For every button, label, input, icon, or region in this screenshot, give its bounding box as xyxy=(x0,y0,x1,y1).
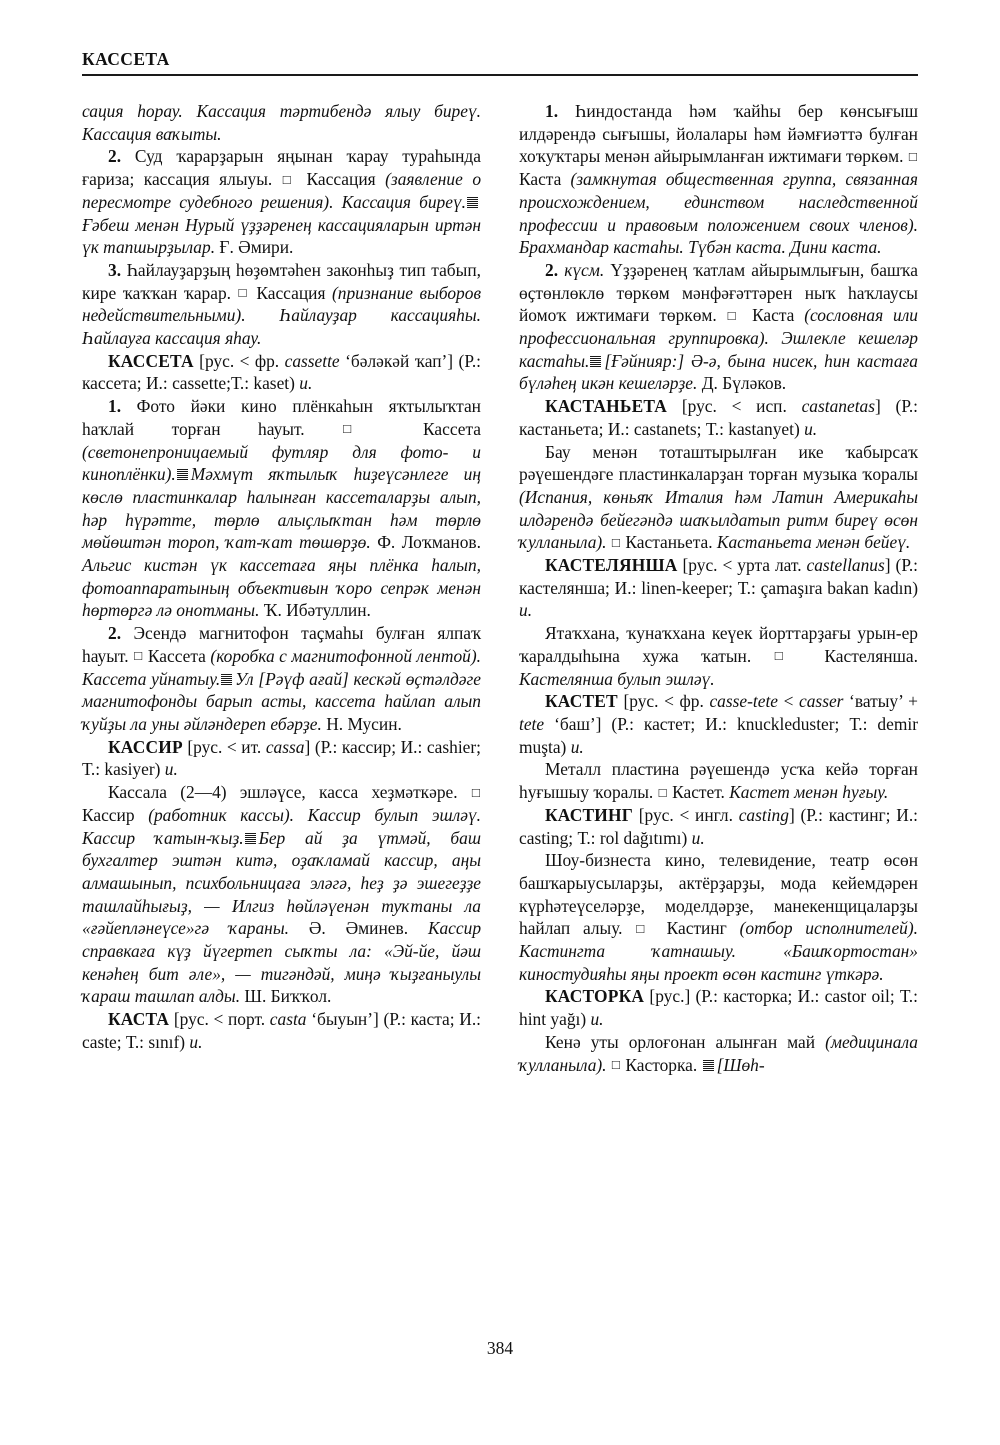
entry-text: ] (Р.: кастелянша; И.: linen-keeper; Т.: çamaşıra bakan kadın) xyxy=(519,555,918,598)
etymon: castanetas xyxy=(801,396,875,417)
citation-marker-icon xyxy=(177,469,188,480)
entry-text: Ш. Биҡҡол. xyxy=(240,986,332,1007)
entry-text: Һиндостанда һәм ҡайһы бер көнсығыш илдәрендә сығышы, йолалары һәм йәмғиәттә булған хоҡуҡтары менән айырымланған ижтимағи төркөм. xyxy=(519,101,918,167)
example-text: Кастет менән һуғыу. xyxy=(729,782,889,803)
entry-text: Ятаҡхана, ҡунаҡхана кеүек йорттарҙағы урын-ер ҡаралдыһына хужа ҡатын. xyxy=(519,623,918,666)
example-text: (признание выборов недействительными). Һайлауҙар кассацияһы. Һайлауға кассация яһау. xyxy=(82,282,481,349)
entry-text: Ф. Лоҡманов. xyxy=(370,532,481,553)
example-text: [Шөһ- xyxy=(716,1054,765,1075)
example-text: и. xyxy=(691,827,705,848)
dictionary-entry xyxy=(519,622,918,690)
example-text: Ғәбеш менән Нурый үҙҙәренең кассацияларын иртән үк тапшырҙылар. xyxy=(82,214,481,258)
example-text: (коробка с магнитофонной лентой). Кассета уйнатыу. xyxy=(82,645,481,689)
entry-headword: КАССЕТА xyxy=(108,350,194,371)
dictionary-entry xyxy=(519,804,918,849)
entry-text: ] (Р.: кассир; И.: cashier; Т.: kasiyer) xyxy=(82,736,481,780)
example-text: и. xyxy=(189,1031,203,1052)
example-text: Ул [Рәүф ағай] кескәй өҫтәлдәге магнитофонды барып асты, кассета һайлап алып ҡуйҙы ла уны әйләндереп ебәрҙе. xyxy=(82,668,481,734)
example-text: (медицинала ҡулланыла). xyxy=(519,1031,918,1075)
equivalent-marker-icon: □ xyxy=(658,784,667,800)
dictionary-entry xyxy=(519,395,918,440)
entry-text: Фото йәки кино плёнкаһын яҡтылыҡтан һаҡлай торған һауыт. xyxy=(82,396,481,439)
example-text: Бер ай ҙа үтмәй, баш бухгалтер эштән китә, оҙаҡламай кассир, аңы алмашынып, психбольницаға эләгә, һеҙ ҙә эшегеҙҙе ташлайһығыҙ, — Илгиз һөйләүенән туҡтаны ла «ғәйепләнеүсе»гә ҡараны. xyxy=(82,827,481,939)
entry-text: Металл пластина рәүешендә усҡа кейә торған һуғышыу ҡоралы. xyxy=(519,759,918,803)
entry-text: Һайлауҙарҙың һөҙөмтәһен законһыҙ тип табып, кире ҡаҡҡан ҡарар. xyxy=(82,259,481,303)
etymon: tete xyxy=(519,713,545,734)
dictionary-entry xyxy=(519,1031,918,1076)
equivalent-marker-icon: □ xyxy=(282,171,297,187)
equivalent-marker-icon: □ xyxy=(774,648,801,664)
equivalent-marker-icon: □ xyxy=(471,784,480,800)
example-text: сация һорау. Кассация тәртибендә ялыу биреү. Кассация ваҡыты. xyxy=(82,101,481,144)
sense-number: 2. xyxy=(545,259,559,280)
example-text: Кастаньета менән бейеү. xyxy=(716,532,911,553)
entry-headword: КАСТОРКА xyxy=(545,986,645,1007)
entry-text: Д. Бүләков. xyxy=(697,373,787,394)
entry-headword: КАСТАНЬЕТА xyxy=(545,396,668,417)
citation-marker-icon xyxy=(221,674,232,685)
sense-number: 1. xyxy=(108,396,122,417)
entry-text: Кастаньета. xyxy=(621,532,717,553)
equivalent-marker-icon: □ xyxy=(611,534,621,550)
dictionary-entry xyxy=(82,350,481,395)
sense-number: 1. xyxy=(545,101,559,121)
example-text: (заявление о пересмотре судебного решения). Кассация биреү. xyxy=(82,169,482,212)
dictionary-entry xyxy=(519,441,918,555)
entry-text: Каста xyxy=(519,169,571,190)
entry-headword: КАСТЕТ xyxy=(545,691,618,712)
equivalent-marker-icon: □ xyxy=(727,307,742,323)
dictionary-entry xyxy=(82,1008,481,1053)
citation-marker-icon xyxy=(245,833,256,844)
dictionary-entry xyxy=(82,145,481,259)
dictionary-entry xyxy=(519,100,918,259)
entry-text: Эсендә магнитофон таҫмаһы булған ялпаҡ һауыт. xyxy=(82,623,481,666)
entry-text: ‘ватыу’ + xyxy=(843,691,918,712)
entry-headword: КАСТА xyxy=(108,1009,170,1030)
example-text: [Ғәйнияр:] Ә-ә, бына нисек, һин кастаға бүләһең икән кешеләрҙе. xyxy=(519,350,918,394)
entry-headword: КАССИР xyxy=(108,736,183,757)
entry-text: [рус. < ингл. xyxy=(632,804,739,825)
entry-text: Үҙҙәренең ҡатлам айырымлығын, башҡа өҫтөнлөклө төркөм мәнфәғәттәрен ныҡ һаҡлаусы йомоҡ ижтимағи төркөм. xyxy=(519,259,918,326)
entry-text: Кассация xyxy=(249,282,332,303)
dictionary-entry xyxy=(82,395,481,622)
example-text: (отбор исполнителей). Кастингта ҡатнашыу. «Башҡортостан» киностудияһы яңы проект өсөн кастинг үткәрә. xyxy=(519,918,918,984)
entry-text: < xyxy=(778,691,800,712)
dictionary-entry xyxy=(82,781,481,1008)
entry-text: [рус. < порт. xyxy=(169,1009,270,1030)
equivalent-marker-icon: □ xyxy=(636,920,653,936)
entry-text: Шоу-бизнеста кино, телевидение, театр өсөн башҡарыусыларҙы, актёрҙарҙы, мода кейемдәрен күрһәтеүселәрҙе, моделдәрҙе, манекенщицаларҙы һайлап алыу. xyxy=(519,850,918,939)
etymon: casse-tete xyxy=(709,691,778,712)
entry-text: Кастет. xyxy=(667,782,730,803)
equivalent-marker-icon: □ xyxy=(238,285,249,301)
etymon: cassette xyxy=(284,350,340,371)
example-text: (сословная или профессиональная группировка). Эшлекле кешеләр кастаһы. xyxy=(519,305,918,371)
citation-marker-icon xyxy=(590,356,601,367)
etymon: casting xyxy=(738,804,789,825)
dictionary-entry xyxy=(82,622,481,736)
example-text: (работник кассы). Кассир булып эшләү. Кассир ҡатын-ҡыҙ. xyxy=(82,804,481,848)
entry-text: Кассир xyxy=(82,804,149,825)
entry-headword: КАСТИНГ xyxy=(545,804,633,825)
sense-number: 2. xyxy=(108,623,122,644)
column-left xyxy=(82,100,481,1315)
entry-text: Кассета xyxy=(143,645,211,666)
sense-number: 2. xyxy=(108,146,122,167)
entry-text: Каста xyxy=(742,305,805,326)
entry-text: Кастинг xyxy=(653,918,740,939)
entry-text: ‘баш’] (Р.: кастет; И.: knuckleduster; Т.: demir muşta) xyxy=(519,713,918,757)
entry-text: [рус. < фр. xyxy=(617,691,710,712)
etymon: casser xyxy=(799,691,844,712)
entry-text: Ә. Әминев. xyxy=(288,918,428,939)
sense-number: 3. xyxy=(108,259,122,280)
entry-text: Кассета xyxy=(385,418,481,439)
example-text: и. xyxy=(519,600,533,621)
example-text: (замкнутая общественная группа, связанная происхождением, единством наследственной профессии и правовым положением своих членов). Брахмандар кастаһы. Түбән каста. Дини каста. xyxy=(519,169,919,258)
example-text: и. xyxy=(164,759,178,780)
example-text: и. xyxy=(299,373,313,394)
dictionary-entry xyxy=(519,259,918,395)
entry-text: ‘быуын’] (Р.: каста; И.: caste; Т.: sınıf) xyxy=(82,1009,481,1052)
entry-text: ] (Р.: кастинг; И.: casting; Т.: rol dağıtımı) xyxy=(519,804,918,848)
column-right xyxy=(519,100,918,1315)
entry-text: Суд ҡарарҙарын яңынан ҡарау тураһында ғариза; кассация ялыуы. xyxy=(82,146,481,190)
etymon: castellanus xyxy=(806,555,885,576)
example-text: (Испания, көньяҡ Италия һәм Латин Америкаһы илдәрендә бейегәндә шаҡылдатып ритм биреү өсөн ҡулланыла). xyxy=(519,486,918,553)
equivalent-marker-icon: □ xyxy=(343,421,385,437)
etymon: casta xyxy=(269,1009,307,1030)
example-text: күсм. xyxy=(564,259,605,280)
etymon: cassa xyxy=(265,736,305,757)
dictionary-entry xyxy=(82,100,481,145)
example-text: и. xyxy=(570,736,584,757)
entry-text: [рус. < урта лат. xyxy=(677,555,807,576)
entry-text: Кастелянша. xyxy=(801,645,919,666)
text-columns xyxy=(82,100,918,1315)
entry-text: Кассация xyxy=(297,169,386,190)
citation-marker-icon xyxy=(467,197,478,208)
entry-text: ‘бәләкәй ҡап’] (Р.: кассета; И.: cassette;Т.: kaset) xyxy=(82,350,481,394)
page-number: 384 xyxy=(486,1338,514,1358)
dictionary-entry xyxy=(82,736,481,781)
example-text: Альгис кистән үк кассетаға яңы плёнка һалып, фотоаппаратының объективын ҡоро сепрәк менән һөртөргә лә онотманы. xyxy=(82,555,481,621)
entry-text: Н. Мусин. xyxy=(321,713,402,734)
page-header xyxy=(82,50,918,76)
entry-text: Ҡ. Ибәтуллин. xyxy=(259,600,371,621)
entry-text: [рус. < фр. xyxy=(193,350,285,371)
header-divider xyxy=(82,74,918,76)
entry-text: [рус. < исп. xyxy=(667,396,802,417)
entry-headword: КАСТЕЛЯНША xyxy=(545,555,678,576)
dictionary-entry xyxy=(519,985,918,1030)
dictionary-entry xyxy=(519,690,918,758)
entry-text: Бау менән тоташтырылған ике ҡабырсаҡ рәүешендәге пластинкаларҙан торған музыка ҡоралы xyxy=(519,441,918,485)
example-text: (светонепроницаемый футляр для фото- и киноплёнки). xyxy=(82,441,481,485)
running-head: КАССЕТА xyxy=(82,49,170,69)
example-text: и. xyxy=(804,418,818,439)
equivalent-marker-icon: □ xyxy=(134,648,143,664)
example-text: Мәхмүт яҡтылыҡ һиҙеүсәнлеге иң көслө пластинкалар һалынған кассеталарҙы алып, һәр һүрәтте, төрлө алыҫлыҡтан һәм төрлө мөйөштән тороп, ҡат-ҡат төшөрҙө. xyxy=(82,464,481,553)
example-text: и. xyxy=(590,1009,604,1030)
equivalent-marker-icon: □ xyxy=(908,148,917,164)
example-text: Кассир справкаға күҙ йүгертеп сыҡты ла: «Эй-йе, йәш кенәһең бит әле», — тигәндәй, миңә ҡыҙғаныулы ҡараш ташлап алды. xyxy=(82,918,482,1007)
dictionary-entry xyxy=(82,259,481,350)
citation-marker-icon xyxy=(703,1060,714,1071)
dictionary-entry xyxy=(519,554,918,622)
entry-text: [рус.] (Р.: касторка; И.: castor oil; Т.: hint yağı) xyxy=(519,986,918,1030)
entry-text: ] (Р.: кастаньета; И.: castanets; Т.: kastanyet) xyxy=(519,396,919,439)
entry-text: Касторка. xyxy=(621,1054,702,1075)
dictionary-entry xyxy=(519,849,918,985)
dictionary-entry xyxy=(519,758,918,803)
entry-text: [рус. < ит. xyxy=(182,736,266,757)
entry-text: Кассала (2—4) эшләүсе, касса хеҙмәткәре. xyxy=(108,782,471,803)
entry-text: Кенә уты орлоғонан алынған май xyxy=(545,1031,826,1052)
example-text: Кастелянша булып эшләү. xyxy=(519,668,715,689)
entry-text: Ғ. Әмири. xyxy=(215,237,294,258)
equivalent-marker-icon: □ xyxy=(611,1057,621,1073)
